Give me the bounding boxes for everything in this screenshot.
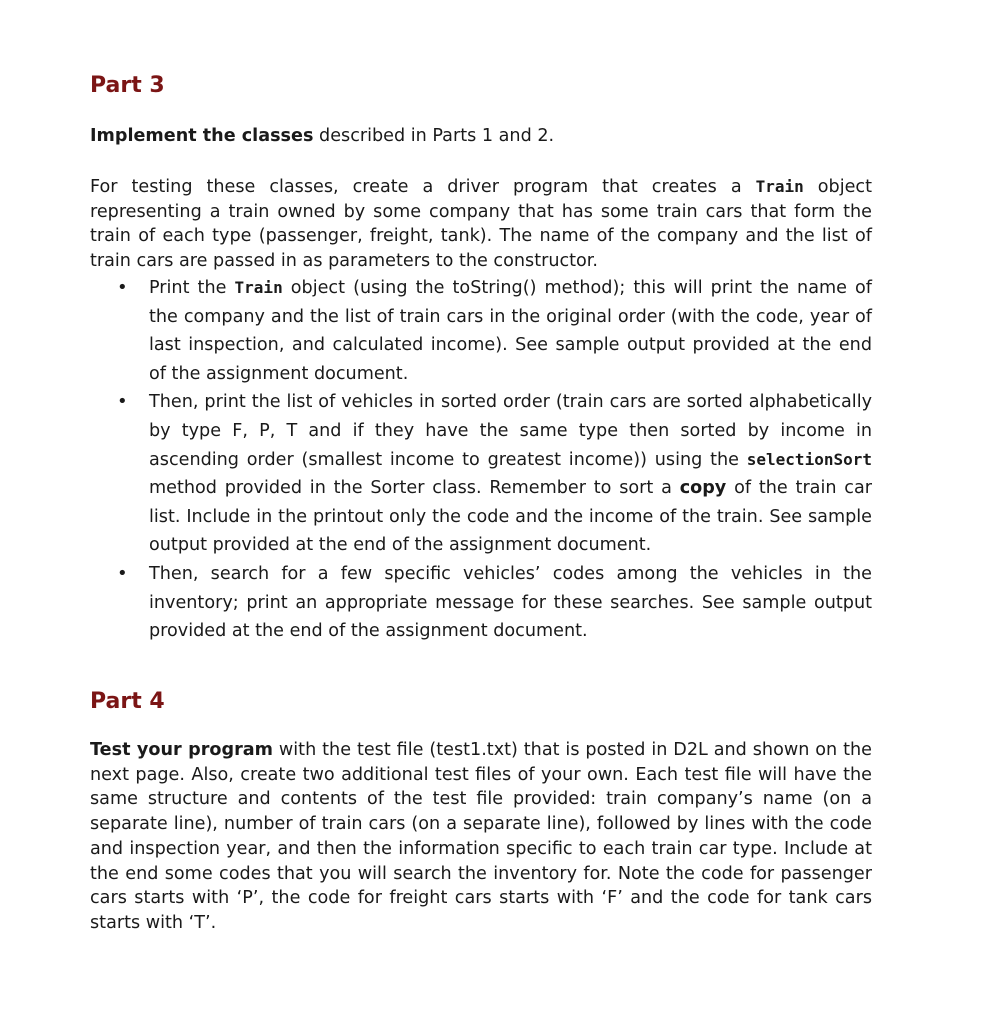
part4-heading: Part 4 bbox=[90, 688, 165, 714]
part4-body-paragraph bbox=[90, 738, 872, 936]
part4-bold-text: Test your program bbox=[90, 739, 273, 760]
intro-bold-text: Implement the classes bbox=[90, 126, 314, 146]
document-page bbox=[90, 70, 872, 936]
part3-heading: Part 3 bbox=[90, 73, 165, 98]
intro-rest-text: described in Parts 1 and 2. bbox=[313, 126, 555, 146]
bullet1-train-code: Train bbox=[234, 277, 283, 297]
bullet1-text-a: Print the bbox=[149, 277, 235, 298]
testing-text-b: object representing a train owned by some company that has some train cars that form the train of each type (passenger, freight, tank). The name of the company and the list of train cars are passed in as parameters to the constructor. bbox=[90, 176, 872, 272]
bullet-item-search: • Then, search for a few specific vehicles’ codes among the vehicles in the inventory; print an appropriate message for these searches. See sample output provided at the end of the assignment document. bbox=[149, 560, 872, 646]
bullet1-text-b: object (using the toString() method); this will print the name of the company and the list of train cars in the original order (with the code, year of last inspection, and calculated income). See sample output provided at the end of the assignment document. bbox=[149, 277, 872, 384]
train-class-code: Train bbox=[755, 176, 804, 196]
testing-text-a: For testing these classes, create a driver program that creates a bbox=[90, 176, 756, 197]
bullet2-copy-bold: copy bbox=[679, 478, 727, 499]
bullet-item-sorted-list bbox=[149, 388, 872, 560]
bullet2-selectionsort-code: selectionSort bbox=[746, 449, 872, 469]
bullet-item-print-train bbox=[149, 274, 872, 388]
bullet2-text-c: of the train car list. Include in the printout only the code and the income of the train. See sample output provided at the end of the assignment document. bbox=[149, 478, 872, 556]
bullet2-text-b: method provided in the Sorter class. Remember to sort a bbox=[149, 478, 680, 499]
part3-bullet-list bbox=[90, 274, 872, 646]
bullet2-text-a: Then, print the list of vehicles in sorted order (train cars are sorted alphabetically by type F, P, T and if they have the same type then sorted by income in ascending order (smallest income to greatest income)) using the bbox=[149, 392, 872, 470]
part3-intro-paragraph bbox=[90, 124, 872, 149]
part3-testing-paragraph bbox=[90, 175, 872, 274]
part4-rest-text: with the test file (test1.txt) that is posted in D2L and shown on the next page. Also, create two additional test files of your own. Each test file will have the same structure and contents of the test file provided: train company’s name (on a separate line), number of train cars (on a separate line), followed by lines with the code and inspection year, and then the information specific to each train car type. Include at the end some codes that you will search the inventory for. Note the code for passenger cars starts with ‘P’, the code for freight cars starts with ‘F’ and the code for tank cars starts with ‘T’. bbox=[90, 739, 873, 934]
